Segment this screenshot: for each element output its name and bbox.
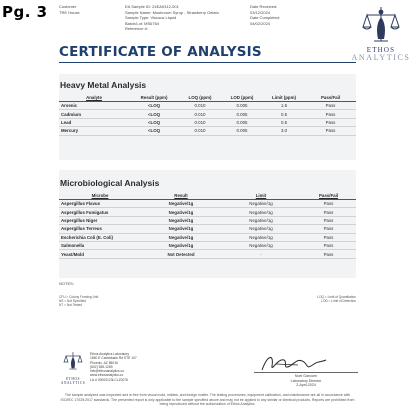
table-row: Arsenic <LOQ 0.010 0.005 1.5 Pass [59, 102, 356, 110]
disclaimer-text: The sample analyzed was inspected and is free from visual mold, mildew, and foreign matter. The testing procedures, equipment calibration, and maintenance are all in accordance with ISO/IEC 17025:2017 standards. The presented report is only applicable to the sample specified above and may not be applied to any similar or identical products. Reports are prohibited from being reproduced without the authorization of Ethos Analytics. [60, 393, 355, 406]
signer-date: 2-April-2024 [296, 383, 316, 387]
page-label: Pg. 3 [2, 3, 48, 21]
table-row: Escherichia Coli (E. Coli) Negative/1g Negative/1g Pass [59, 233, 356, 241]
logo-text-analytics: ANALYTICS [351, 53, 411, 62]
sample-info: EA Sample ID: 24EA0312-001 Sample Name: Mushroom Syrup - Strawberry Gelato Sample Type: Viscous Liquid Batch/Lot: MS6764 Reference #: [125, 4, 219, 32]
signer-name: Noel Garcuen [294, 374, 318, 378]
lab-address: Ethos Analytics Laboratory 1650 E Camelback Rd STE 107 Phoenix, AZ 85016 (602) 555-1289 info@ethosanalytics.co www.ethosanalytics.co Lic # 00000123LCLZ0076 [90, 352, 137, 382]
signature-line [254, 372, 358, 373]
table-header-row: Microbe Result Limit Pass/Fail [59, 192, 356, 200]
lab-logo-text: ETHOS ANALYTICS [60, 377, 86, 385]
certificate-title: CERTIFICATE OF ANALYSIS [59, 44, 262, 60]
signature-image [258, 352, 328, 374]
footnotes-left: CFU = Colony Forming Unit NS = Not Specified NT = Not Tested [59, 295, 99, 307]
microbiological-title: Microbiological Analysis [60, 178, 160, 188]
microbiological-table [59, 192, 356, 259]
table-row: Yeast/Mold Not Detected - Pass [59, 250, 356, 258]
justice-scale-icon [361, 3, 401, 47]
table-row: Cadmium <LOQ 0.010 0.005 0.5 Pass [59, 110, 356, 118]
heavy-metal-title: Heavy Metal Analysis [60, 80, 147, 90]
signer-block [254, 374, 358, 388]
table-row: Aspergillus Fumigatus Negative/1g Negative/1g Pass [59, 208, 356, 216]
logo-text-ethos: ETHOS [366, 46, 396, 54]
signer-role: Laboratory Director [290, 378, 322, 383]
table-row: Aspergillus Niger Negative/1g Negative/1g Pass [59, 216, 356, 224]
table-header-row: Analyte Result (ppm) LOQ (ppm) LOD (ppm) Limit (ppm) Pass/Fail [59, 94, 356, 102]
footnotes-right: LOQ = Limit of Quantitation LOD = Limit of Detection [317, 295, 356, 303]
table-row: Aspergillus Flavus Negative/1g Negative/1g Pass [59, 200, 356, 208]
lab-logo [59, 350, 87, 385]
table-row: Lead <LOQ 0.010 0.005 0.5 Pass [59, 118, 356, 126]
title-divider [59, 62, 356, 63]
table-row: Mercury <LOQ 0.010 0.005 3.0 Pass [59, 127, 356, 135]
notes-label: NOTES: [59, 281, 74, 286]
heavy-metal-table [59, 94, 356, 136]
date-info: Date Received: 03/12/2024 Date Completed: 04/02/2024 [250, 4, 281, 26]
table-row: Salmonella Negative/1g Negative/1g Pass [59, 241, 356, 249]
ethos-logo [346, 3, 416, 73]
customer-info: Customer TRE House [59, 4, 80, 15]
justice-scale-icon [63, 350, 83, 372]
table-row: Aspergillus Terreus Negative/1g Negative/1g Pass [59, 225, 356, 233]
